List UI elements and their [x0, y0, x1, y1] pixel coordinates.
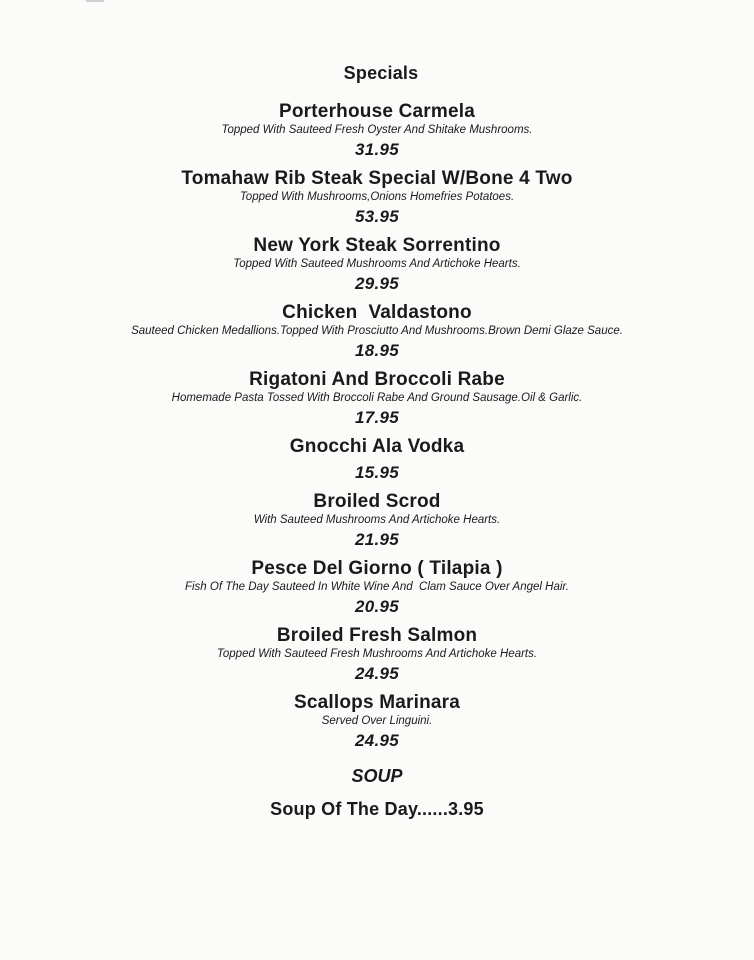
menu-item: [0, 234, 754, 294]
item-description: Topped With Sauteed Fresh Mushrooms And Artichoke Hearts.: [216, 648, 538, 660]
item-price: 31.95: [354, 140, 400, 159]
item-price: 15.95: [354, 463, 400, 482]
item-name: Broiled Scrod: [313, 491, 441, 512]
item-description: Topped With Sauteed Mushrooms And Artichoke Hearts.: [233, 258, 521, 270]
item-name: Rigatoni And Broccoli Rabe: [249, 369, 505, 390]
item-price: 17.95: [354, 408, 400, 427]
item-name: Pesce Del Giorno ( Tilapia ): [251, 558, 503, 579]
item-name: Scallops Marinara: [293, 692, 461, 713]
specials-menu: [0, 62, 754, 820]
menu-item: [0, 167, 754, 227]
menu-item: [0, 557, 754, 617]
item-price: 18.95: [354, 341, 400, 360]
menu-item: [0, 624, 754, 684]
item-description: Sauteed Chicken Medallions.Topped With Prosciutto And Mushrooms.Brown Demi Glaze Sauce.: [131, 325, 623, 337]
item-price: 20.95: [354, 597, 400, 616]
item-price: 24.95: [354, 731, 400, 750]
menu-item: [0, 100, 754, 160]
menu-item: [0, 691, 754, 751]
menu-title: Specials: [343, 63, 419, 83]
soup-of-the-day: Soup Of The Day......3.95: [270, 799, 484, 819]
item-name: Tomahaw Rib Steak Special W/Bone 4 Two: [181, 168, 573, 189]
item-description: Served Over Linguini.: [321, 715, 433, 727]
item-description: With Sauteed Mushrooms And Artichoke Hearts.: [253, 514, 501, 526]
item-price: 29.95: [354, 274, 400, 293]
item-name: Broiled Fresh Salmon: [276, 625, 478, 646]
corner-mark: [86, 0, 104, 2]
item-description: Topped With Sauteed Fresh Oyster And Shitake Mushrooms.: [221, 124, 533, 136]
item-description: Homemade Pasta Tossed With Broccoli Rabe And Ground Sausage.Oil & Garlic.: [171, 392, 583, 404]
menu-item: [0, 490, 754, 550]
item-name: Chicken Valdastono: [282, 302, 472, 323]
item-price: 53.95: [354, 207, 400, 226]
item-description: Topped With Mushrooms,Onions Homefries Potatoes.: [239, 191, 515, 203]
soup-heading: SOUP: [351, 766, 403, 786]
item-name: Porterhouse Carmela: [279, 101, 475, 122]
menu-item: [0, 301, 754, 361]
item-name: Gnocchi Ala Vodka: [289, 436, 465, 457]
item-name: New York Steak Sorrentino: [253, 235, 501, 256]
item-price: 24.95: [354, 664, 400, 683]
item-price: 21.95: [354, 530, 400, 549]
menu-item: [0, 435, 754, 483]
item-description: Fish Of The Day Sauteed In White Wine And Clam Sauce Over Angel Hair.: [184, 581, 570, 593]
menu-item: [0, 368, 754, 428]
